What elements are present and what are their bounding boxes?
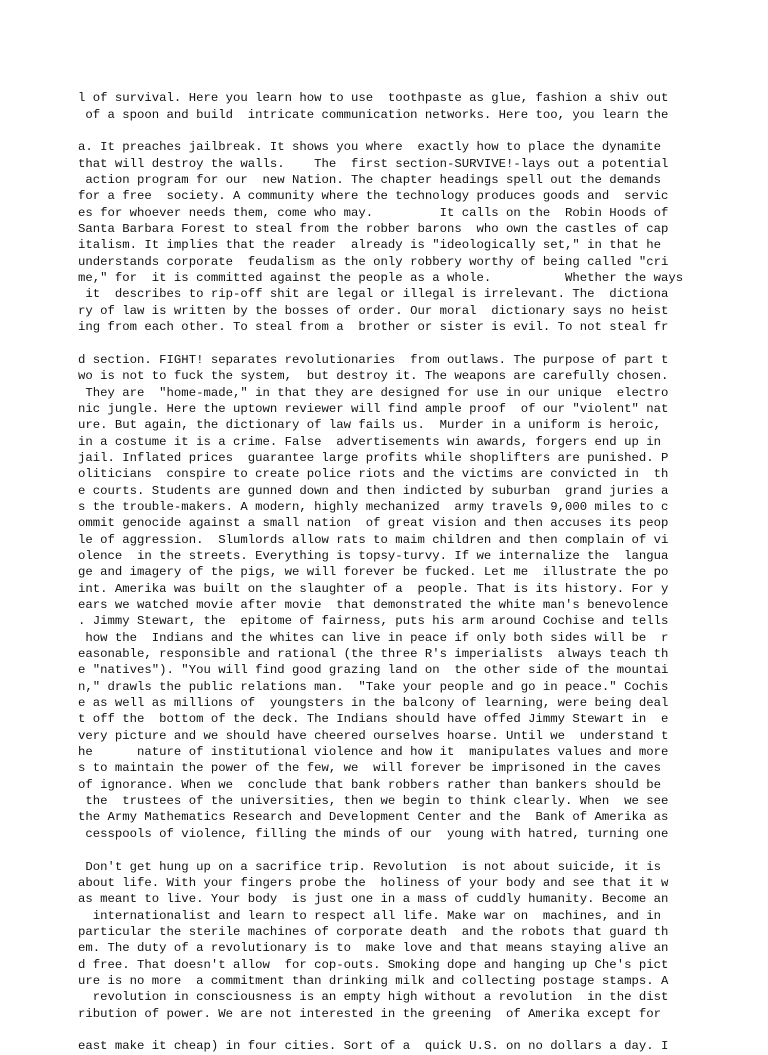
text-line [78,842,698,858]
text-line: east make it cheap) in four cities. Sort of a quick U.S. on no dollars a day. I [78,1039,669,1054]
text-line: e as well as millions of youngsters in the balcony of learning, were being deal [78,696,669,711]
text-line: nic jungle. Here the uptown reviewer will find ample proof of our "violent" nat [78,401,669,416]
text-line: jail. Inflated prices guarantee large profits while shoplifters are punished. P [78,450,669,465]
text-line: e "natives"). "You will find good grazing land on the other side of the mountai [78,663,669,678]
text-line: s to maintain the power of the few, we will forever be imprisoned in the caves [78,761,661,776]
text-line: ry of law is written by the bosses of order. Our moral dictionary says no heist [78,303,669,318]
text-line: he nature of institutional violence and how it manipulates values and more [78,745,669,760]
text-line: ing from each other. To steal from a brother or sister is evil. To not steal fr [78,320,669,335]
text-line: ommit genocide against a small nation of great vision and then accuses its peop [78,516,669,531]
text-line: d free. That doesn't allow for cop-outs. Smoking dope and hanging up Che's pict [78,957,669,972]
text-line: ribution of power. We are not interested in the greening of Amerika except for [78,1006,661,1021]
text-line: easonable, responsible and rational (the three R's imperialists always teach th [78,647,669,662]
text-line: olence in the streets. Everything is topsy-turvy. If we internalize the langua [78,548,669,563]
text-line: s the trouble-makers. A modern, highly mechanized army travels 9,000 miles to c [78,499,669,514]
text-line: cesspools of violence, filling the minds of our young with hatred, turning one [78,826,669,841]
text-line [78,1022,698,1038]
text-line: very picture and we should have cheered ourselves hoarse. Until we understand t [78,728,669,743]
text-line: t off the bottom of the deck. The Indians should have offed Jimmy Stewart in e [78,712,669,727]
text-line: wo is not to fuck the system, but destroy it. The weapons are carefully chosen. [78,369,669,384]
text-line: of ignorance. When we conclude that bank robbers rather than bankers should be [78,777,661,792]
text-line: italism. It implies that the reader already is "ideologically set," in that he [78,238,661,253]
text-line [78,123,698,139]
text-line: internationalist and learn to respect all life. Make war on machines, and in [78,908,661,923]
text-line: that will destroy the walls. The first section-SURVIVE!-lays out a potential [78,156,669,171]
text-line: es for whoever needs them, come who may. It calls on the Robin Hoods of [78,205,669,220]
text-line: ears we watched movie after movie that demonstrated the white man's benevolence [78,598,669,612]
text-line: me," for it is committed against the people as a whole. Whether the ways [78,271,684,286]
text-line: ure is no more a commitment than drinking milk and collecting postage stamps. A [78,973,669,988]
text-line: ure. But again, the dictionary of law fails us. Murder in a uniform is heroic, [78,418,661,433]
text-line [78,336,698,352]
text-line: the Army Mathematics Research and Development Center and the Bank of Amerika as [78,810,669,825]
text-line: it describes to rip-off shit are legal or illegal is irrelevant. The dictiona [78,287,669,302]
text-line: understands corporate feudalism as the only robbery worthy of being called "cri [78,254,669,269]
text-line: particular the sterile machines of corporate death and the robots that guard th [78,924,669,939]
text-line: le of aggression. Slumlords allow rats to maim children and then complain of vi [78,532,669,547]
text-line: about life. With your fingers probe the holiness of your body and see that it w [78,875,669,890]
text-line: l of survival. Here you learn how to use toothpaste as glue, fashion a shiv out [78,91,669,106]
text-line: e courts. Students are gunned down and then indicted by suburban grand juries a [78,483,669,498]
text-line: em. The duty of a revolutionary is to make love and that means staying alive an [78,941,669,956]
text-line: as meant to live. Your body is just one in a mass of cuddly humanity. Become an [78,892,669,907]
text-line: how the Indians and the whites can live in peace if only both sides will be r [78,630,669,645]
text-line [78,74,698,90]
text-line: Santa Barbara Forest to steal from the robber barons who own the castles of cap [78,222,669,237]
text-line: for a free society. A community where the technology produces goods and servic [78,189,669,204]
text-line: of a spoon and build intricate communication networks. Here too, you learn the [78,107,669,122]
text-line: . Jimmy Stewart, the epitome of fairness, puts his arm around Cochise and tells [78,614,669,629]
text-line: n," drawls the public relations man. "Take your people and go in peace." Cochis [78,679,669,694]
text-line: action program for our new Nation. The chapter headings spell out the demands [78,173,661,188]
text-line: ge and imagery of the pigs, we will forever be fucked. Let me illustrate the po [78,565,669,580]
document-body-text [78,74,698,1055]
text-line: They are "home-made," in that they are designed for use in our unique electro [78,385,669,400]
text-line: a. It preaches jailbreak. It shows you where exactly how to place the dynamite [78,140,661,155]
text-line: in a costume it is a crime. False advertisements win awards, forgers end up in [78,434,661,449]
text-line: Don't get hung up on a sacrifice trip. Revolution is not about suicide, it is [78,859,661,874]
text-line: the trustees of the universities, then we begin to think clearly. When we see [78,794,669,809]
text-line: revolution in consciousness is an empty high without a revolution in the dist [78,990,669,1005]
text-line: int. Amerika was built on the slaughter of a people. That is its history. For y [78,581,669,596]
text-line: d section. FIGHT! separates revolutionaries from outlaws. The purpose of part t [78,352,669,367]
text-line: oliticians conspire to create police riots and the victims are convicted in th [78,467,669,482]
